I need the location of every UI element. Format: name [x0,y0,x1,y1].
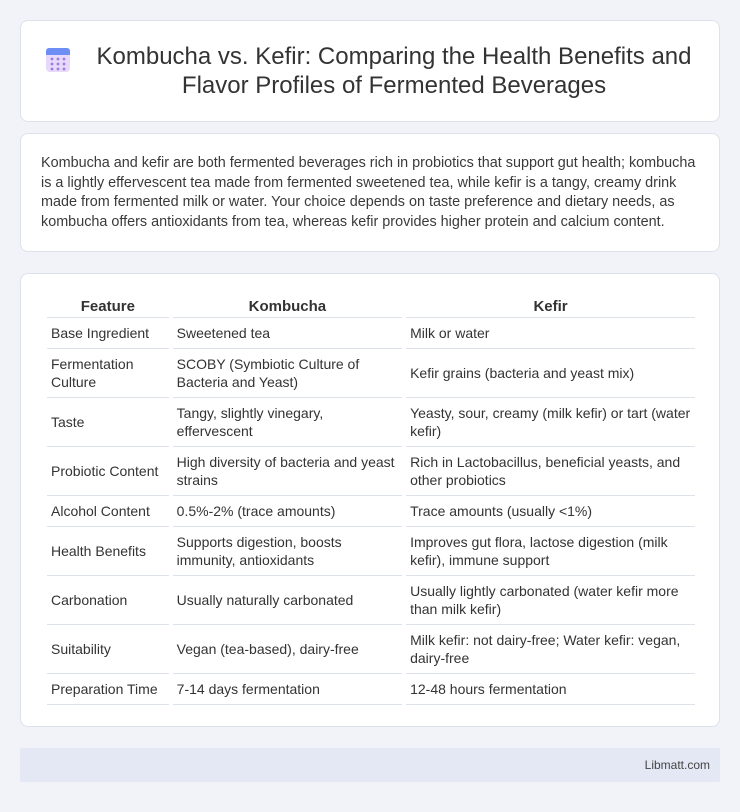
row-kefir-cell: Milk kefir: not dairy-free; Water kefir: vegan, dairy-free [406,625,695,674]
row-kombucha-cell: Tangy, slightly vinegary, effervescent [173,398,402,447]
table-row [47,625,695,674]
row-kefir-cell: 12-48 hours fermentation [406,674,695,705]
calculator-icon [45,47,71,73]
footer-site-link[interactable]: Libmatt.com [644,758,710,772]
column-header-kombucha: Kombucha [173,296,402,318]
footer-bar [20,748,720,782]
comparison-table-card [20,273,720,727]
table-header-row [47,296,695,318]
row-kefir-cell: Usually lightly carbonated (water kefir more than milk kefir) [406,576,695,625]
row-kombucha-cell: 7-14 days fermentation [173,674,402,705]
table-row [47,447,695,496]
column-header-kefir: Kefir [406,296,695,318]
intro-paragraph: Kombucha and kefir are both fermented beverages rich in probiotics that support gut health; kombucha is a lightly effervescent tea made from fermented sweetened tea, while kefir is a tangy, creamy drink made from fermented milk or water. Your choice depends on taste preference and dietary needs, as kombucha offers antioxidants from tea, whereas kefir provides higher protein and calcium content. [41,155,696,230]
row-kombucha-cell: Usually naturally carbonated [173,576,402,625]
row-kefir-cell: Trace amounts (usually <1%) [406,496,695,527]
table-row [47,398,695,447]
row-feature-cell: Preparation Time [47,674,169,705]
row-feature-cell: Probiotic Content [47,447,169,496]
row-kombucha-cell: 0.5%-2% (trace amounts) [173,496,402,527]
row-feature-cell: Taste [47,398,169,447]
row-kombucha-cell: Vegan (tea-based), dairy-free [173,625,402,674]
row-kefir-cell: Rich in Lactobacillus, beneficial yeasts, and other probiotics [406,447,695,496]
row-kombucha-cell: SCOBY (Symbiotic Culture of Bacteria and Yeast) [173,349,402,398]
row-feature-cell: Carbonation [47,576,169,625]
row-feature-cell: Suitability [47,625,169,674]
intro-card [20,133,720,252]
table-row [47,349,695,398]
row-kombucha-cell: Sweetened tea [173,318,402,349]
row-feature-cell: Base Ingredient [47,318,169,349]
page-title: Kombucha vs. Kefir: Comparing the Health Benefits and Flavor Profiles of Fermented Beverages [96,43,692,99]
table-row [47,674,695,705]
title-card [20,20,720,122]
row-feature-cell: Fermentation Culture [47,349,169,398]
row-kefir-cell: Kefir grains (bacteria and yeast mix) [406,349,695,398]
row-kombucha-cell: High diversity of bacteria and yeast strains [173,447,402,496]
column-header-feature: Feature [47,296,169,318]
table-row [47,527,695,576]
row-kombucha-cell: Supports digestion, boosts immunity, antioxidants [173,527,402,576]
table-row [47,318,695,349]
row-feature-cell: Alcohol Content [47,496,169,527]
row-kefir-cell: Yeasty, sour, creamy (milk kefir) or tart (water kefir) [406,398,695,447]
comparison-table [43,296,699,705]
row-feature-cell: Health Benefits [47,527,169,576]
row-kefir-cell: Improves gut flora, lactose digestion (milk kefir), immune support [406,527,695,576]
table-row [47,496,695,527]
table-row [47,576,695,625]
row-kefir-cell: Milk or water [406,318,695,349]
